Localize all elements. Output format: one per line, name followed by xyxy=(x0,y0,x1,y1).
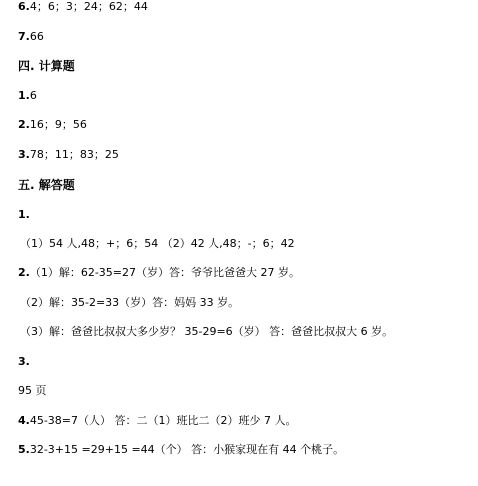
answer-line-calc-2 xyxy=(18,118,87,132)
item-number: 3. xyxy=(18,148,30,161)
answer-line-prob-5 xyxy=(18,443,344,457)
item-number: 6. xyxy=(18,0,30,13)
answer-line-prob-2-part-2: （2）解：35-2=33（岁）答：妈妈 33 岁。 xyxy=(20,296,240,309)
answer-line-calc-1 xyxy=(18,89,37,103)
item-number: 2. xyxy=(18,266,30,279)
answer-line-7 xyxy=(18,30,44,44)
answer-text: 6 xyxy=(29,89,37,102)
answer-line-6 xyxy=(18,0,148,14)
answer-line-prob-2 xyxy=(18,266,300,280)
answer-text: （1）解：62-35=27（岁）答：爷爷比爸爸大 27 岁。 xyxy=(29,266,301,279)
answer-text: 78；11；83；25 xyxy=(29,148,119,161)
answer-line-prob-1 xyxy=(18,208,30,222)
answer-text: 4；6；3；24；62；44 xyxy=(29,0,148,13)
answer-line-prob-3 xyxy=(18,355,30,369)
section-heading-calculation: 四. 计算题 xyxy=(18,59,75,73)
item-number: 1. xyxy=(18,208,30,221)
answer-line-prob-4 xyxy=(18,414,297,428)
answer-text: 32-3+15 =29+15 =44（个） 答：小猴家现在有 44 个桃子。 xyxy=(29,443,345,456)
item-number: 1. xyxy=(18,89,30,102)
answer-text: 66 xyxy=(29,30,44,43)
answer-line-prob-3-value: 95 页 xyxy=(18,384,47,397)
answer-text: 16；9；56 xyxy=(29,118,87,131)
section-heading-problems: 五. 解答题 xyxy=(18,178,75,192)
answer-line-prob-2-part-3: （3）解：爸爸比叔叔大多少岁？ 35-29=6（岁） 答：爸爸比叔叔大 6 岁。 xyxy=(20,325,394,338)
item-number: 3. xyxy=(18,355,30,368)
answer-text: 45-38=7（人） 答：二（1）班比二（2）班少 7 人。 xyxy=(29,414,297,427)
item-number: 5. xyxy=(18,443,30,456)
answer-line-prob-1-detail: （1）54 人,48；+；6；54 （2）42 人,48；-；6；42 xyxy=(20,237,295,250)
answer-line-calc-3 xyxy=(18,148,119,162)
item-number: 7. xyxy=(18,30,30,43)
item-number: 4. xyxy=(18,414,30,427)
item-number: 2. xyxy=(18,118,30,131)
